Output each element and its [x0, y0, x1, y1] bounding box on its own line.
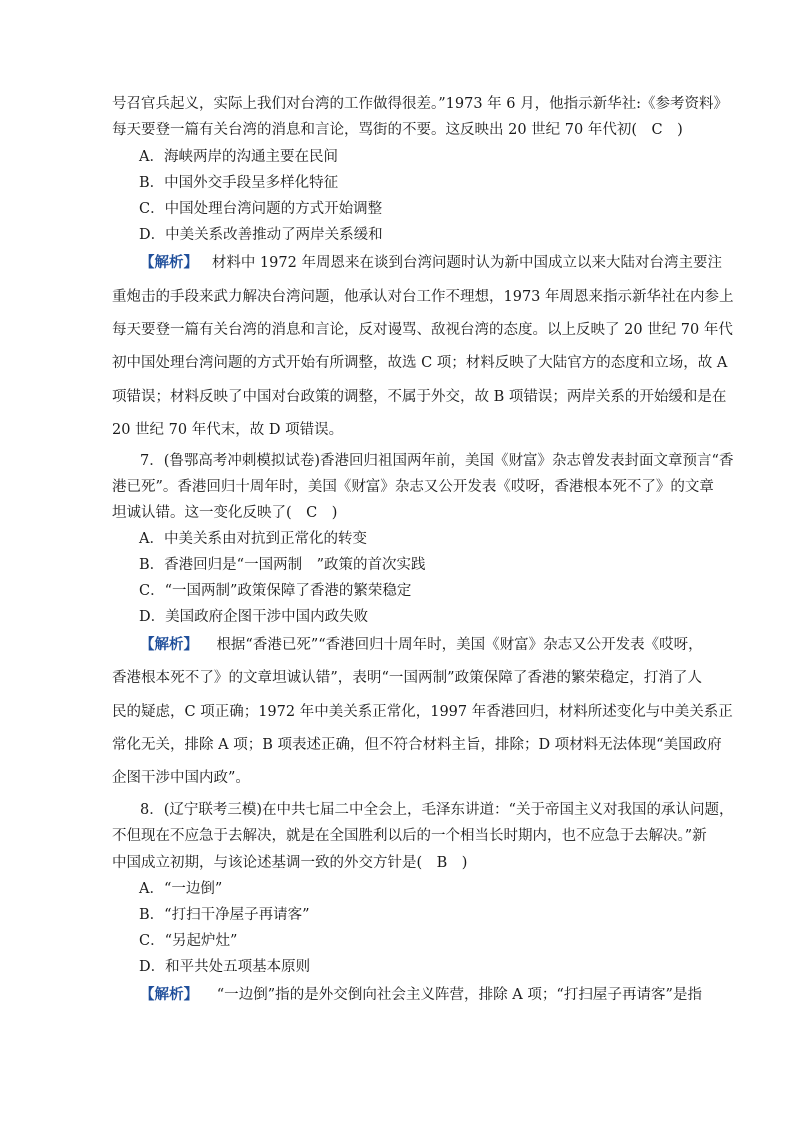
q7-explanation-tag: 【解析】	[140, 636, 198, 653]
q7-option-b: B．香港回归是“一国两制 ”政策的首次实践	[139, 557, 426, 573]
q6-explanation-line-3: 每天要登一篇有关台湾的消息和言论，反对谩骂、敌视台湾的态度。以上反映了 20 世纪 70 年代	[112, 322, 733, 338]
q8-stem-line-2: 不但现在不应急于去解决，就是在全国胜利以后的一个相当长时期内，也不应急于去解决。”新	[112, 828, 707, 844]
q6-stem-line-2: 每天要登一篇有关台湾的消息和言论，骂街的不要。这反映出 20 世纪 70 年代初( C )	[112, 122, 683, 138]
q6-explanation-line-4: 初中国处理台湾问题的方式开始有所调整，故选 C 项；材料反映了大陆官方的态度和立场，故 A	[112, 355, 728, 371]
q8-stem-line-3: 中国成立初期，与该论述基调一致的外交方针是( B )	[112, 855, 468, 871]
q6-stem-line-1: 号召官兵起义，实际上我们对台湾的工作做得很差。”1973 年 6 月，他指示新华社:《参考资料》	[112, 96, 728, 112]
q7-explanation-line-2: 香港根本死不了》的文章坦诚认错”，表明“一国两制”政策保障了香港的繁荣稳定，打消了人	[112, 670, 702, 686]
q7-option-d: D．美国政府企图干涉中国内政失败	[139, 609, 369, 625]
q7-explanation-line-3: 民的疑虑，C 项正确；1972 年中美关系正常化，1997 年香港回归，材料所述变化与中美关系正	[112, 704, 733, 720]
q6-explanation-line-5: 项错误；材料反映了中国对台政策的调整，不属于外交，故 B 项错误；两岸关系的开始缓和是在	[112, 389, 727, 405]
q8-stem-line-1	[112, 800, 734, 820]
q7-stem-line-1	[112, 451, 734, 471]
q8-explanation-tag: 【解析】	[140, 986, 199, 1003]
q7-explanation-line-5: 企图干涉中国内政”。	[112, 770, 250, 786]
q6-explanation-line-1	[112, 253, 722, 273]
q7-stem-line-2: 港已死”。香港回归十周年时，美国《财富》杂志又公开发表《哎呀，香港根本死不了》的文章	[112, 479, 714, 495]
q6-explanation-line-2: 重炮击的手段来武力解决台湾问题，他承认对台工作不理想，1973 年周恩来指示新华社在内参上	[112, 289, 734, 305]
q6-option-d: D．中美关系改善推动了两岸关系缓和	[139, 227, 383, 243]
q6-option-c: C．中国处理台湾问题的方式开始调整	[139, 201, 383, 217]
q8-option-c: C．“另起炉灶”	[139, 933, 238, 949]
q7-stem-line-3: 坦诚认错。这一变化反映了( C )	[112, 505, 338, 521]
q6-explanation-text-1: 材料中 1972 年周恩来在谈到台湾问题时认为新中国成立以来大陆对台湾主要注	[211, 255, 722, 271]
q8-option-a: A．“一边倒”	[139, 881, 223, 897]
q7-stem-text-1: 7．(鲁鄂高考冲刺模拟试卷)香港回归祖国两年前，美国《财富》杂志曾发表封面文章预言“香	[140, 453, 734, 469]
q6-explanation-tag: 【解析】	[140, 254, 198, 271]
q8-option-b: B．“打扫干净屋子再请客”	[139, 907, 310, 923]
q6-option-b: B．中国外交手段呈多样化特征	[139, 175, 339, 191]
q7-option-a: A．中美关系由对抗到正常化的转变	[139, 531, 367, 547]
q8-explanation-line-1	[112, 985, 702, 1005]
q7-explanation-line-1	[112, 635, 702, 655]
q7-explanation-text-1: 根据“香港已死”“香港回归十周年时，美国《财富》杂志又公开发表《哎呀，	[216, 637, 703, 653]
q7-explanation-line-4: 常化无关，排除 A 项；B 项表述正确，但不符合材料主旨，排除；D 项材料无法体现“美国政府	[112, 737, 722, 753]
q8-explanation-text-1: “一边倒”指的是外交倒向社会主义阵营，排除 A 项；“打扫屋子再请客”是指	[216, 987, 703, 1003]
q8-option-d: D．和平共处五项基本原则	[139, 959, 311, 975]
q7-option-c: C．“一国两制”政策保障了香港的繁荣稳定	[139, 583, 412, 599]
q6-explanation-line-6: 20 世纪 70 年代末，故 D 项错误。	[112, 422, 344, 438]
q8-stem-text-1: 8．(辽宁联考三模)在中共七届二中全会上，毛泽东讲道：“关于帝国主义对我国的承认问题，	[140, 802, 734, 818]
q6-option-a: A．海峡两岸的沟通主要在民间	[139, 149, 338, 165]
